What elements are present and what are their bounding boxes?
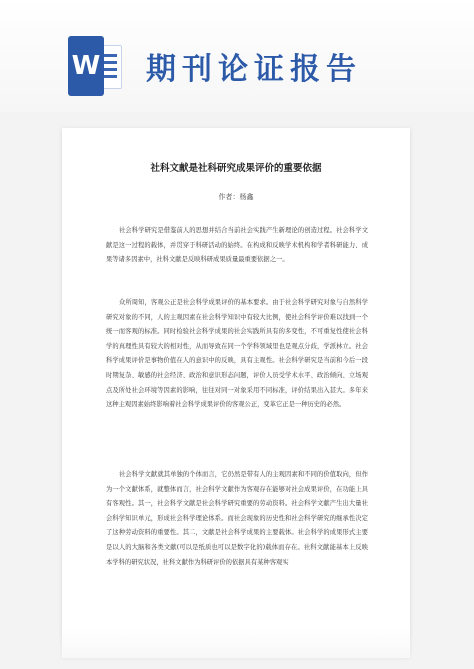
- paragraph-2: 众所周知，客观公正是社会科学成果评价的基本要求。由于社会科学研究对象与自然科学研究对象的不同，人的主观因素在社会科学知识中有较大比例，使社会科学评价难以找到一个统一而客观的标准。同时检验社会科学成果的社会实践所具有的多变性，不可重复性使社会科学的真理性具有较大的相对性，从而导致在同一个学科领域里也是观点分歧，学派林立。社会科学成果评价是事物价值在人的意识中的反映，具有主观性。社会科学研究是当前和今后一段时期复杂、敏感的社会经济、政治和意识形态问题，评价人员受学术水平、政治倾向、立场观点及所处社会环境等因素的影响，往往对同一对象采用不同标准，评价结果出入甚大。多年来这种主观因素始终影响着社会科学成果评价的客观公正，变革它正是一种历史的必然。: [106, 299, 368, 409]
- document-title: 社科文献是社科研究成果评价的重要依据: [150, 163, 322, 174]
- banner-title: 期刊论证报告: [146, 52, 362, 87]
- word-logo-letter: W: [68, 36, 104, 96]
- word-icon: [68, 36, 122, 96]
- paragraph-3: 社会科学文献就其单独的个体而言，它仍然是带有人的主观因素和不同的价值取向，但作为一个文献体系，就整体而言，社会科学文献作为客观存在能够对社会成果评价，在功能上具有客观性。其一，社会科学文献是社会科学研究重要的劳动资料。社会科学文献产生出大量社会科学知识单元，形成社会科学理论体系。而社会现象的历史性和社会科学研究的继承性决定了这种劳动资料的重要性。其二，文献是社会科学成果的主要载体。社会科学的成果形式主要是以人的大脑和各类文献(可以是纸质也可以是数字化的)载体而存在。社科文献能基本上反映本学科的研究状况，社科文献作为科研评价的依据具有某种客观实: [106, 471, 368, 566]
- paragraph-1: 社会科学研究是借鉴前人的思想并结合当前社会实践产生新理论的创造过程。社会科学文献是这一过程的载体，并贯穿于科研活动的始终。在构成和反映学术机构和学者科研能力、成果等诸多因素中，社科文献是反映科研成果质量最重要依据之一。: [106, 227, 368, 264]
- document-page: [62, 128, 410, 658]
- banner: [0, 0, 474, 112]
- document-author: 作者：杨鑫: [218, 193, 254, 201]
